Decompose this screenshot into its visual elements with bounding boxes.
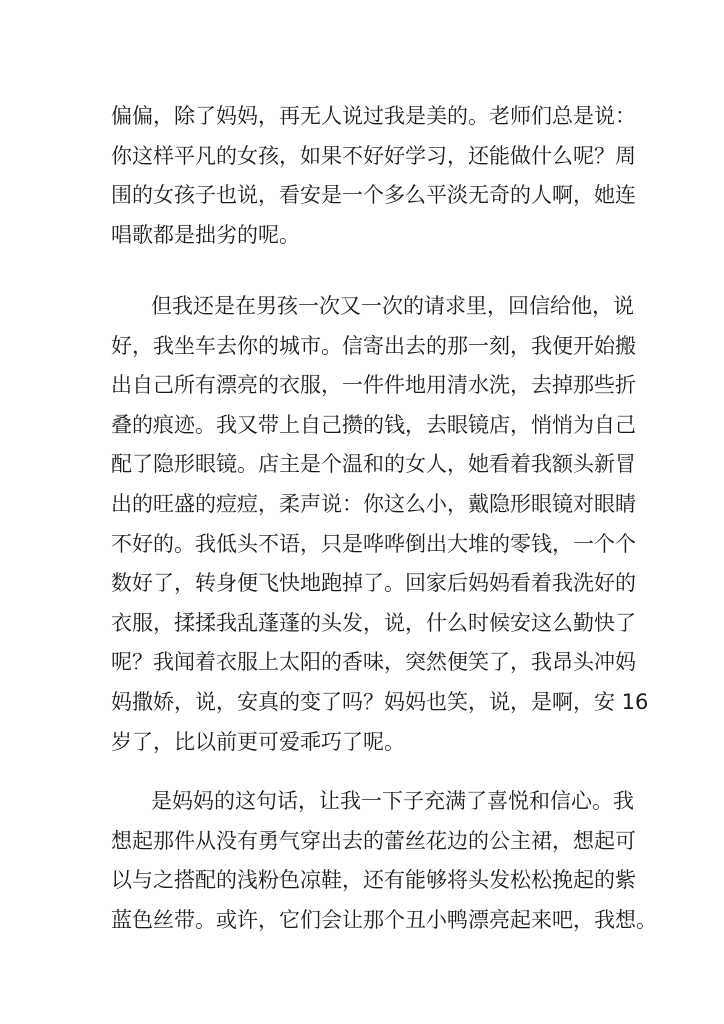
paragraph-line: 以与之搭配的浅粉色凉鞋，还有能够将头发松松挽起的紫 bbox=[111, 868, 636, 893]
paragraph-line: 叠的痕迹。我又带上自己攒的钱，去眼镜店，悄悄为自己 bbox=[111, 412, 636, 437]
paragraph-line: 不好的。我低头不语，只是哗哗倒出大堆的零钱，一个个 bbox=[111, 531, 636, 556]
paragraph-line: 衣服，揉揉我乱蓬蓬的头发，说，什么时候安这么勤快了 bbox=[111, 610, 636, 635]
paragraph-line: 好，我坐车去你的城市。信寄出去的那一刻，我便开始搬 bbox=[111, 333, 636, 358]
paragraph-line: 配了隐形眼镜。店主是个温和的女人，她看着我额头新冒 bbox=[111, 452, 636, 477]
paragraph-3 bbox=[111, 782, 657, 940]
paragraph-line: 呢？我闻着衣服上太阳的香味，突然便笑了，我昂头冲妈 bbox=[111, 650, 636, 675]
paragraph-2 bbox=[111, 287, 649, 762]
paragraph-line: 是妈妈的这句话，让我一下子充满了喜悦和信心。我 bbox=[151, 789, 634, 813]
paragraph-line: 出自己所有漂亮的衣服，一件件地用清水洗，去掉那些折 bbox=[111, 373, 636, 398]
paragraph-line: 岁了，比以前更可爱乖巧了呢。 bbox=[111, 729, 405, 754]
paragraph-line: 围的女孩子也说，看安是一个多么平淡无奇的人啊，她连 bbox=[111, 183, 636, 208]
paragraph-line: 但我还是在男孩一次又一次的请求里，回信给他，说 bbox=[151, 294, 634, 318]
paragraph-line: 数好了，转身便飞快地跑掉了。回家后妈妈看着我洗好的 bbox=[111, 571, 636, 596]
paragraph-line: 唱歌都是拙劣的呢。 bbox=[111, 222, 300, 247]
paragraph-line: 你这样平凡的女孩，如果不好好学习，还能做什么呢？周 bbox=[111, 143, 636, 168]
paragraph-line: 蓝色丝带。或许，它们会让那个丑小鸭漂亮起来吧，我想。 bbox=[111, 907, 657, 932]
paragraph-line: 想起那件从没有勇气穿出去的蕾丝花边的公主裙，想起可 bbox=[111, 828, 636, 853]
paragraph-line: 偏偏，除了妈妈，再无人说过我是美的。老师们总是说： bbox=[111, 104, 636, 128]
paragraph-line: 出的旺盛的痘痘，柔声说：你这么小，戴隐形眼镜对眼睛 bbox=[111, 491, 636, 516]
paragraph-1 bbox=[111, 97, 636, 255]
paragraph-line: 妈撒娇，说，安真的变了吗？妈妈也笑，说，是啊，安 16 bbox=[111, 689, 649, 714]
